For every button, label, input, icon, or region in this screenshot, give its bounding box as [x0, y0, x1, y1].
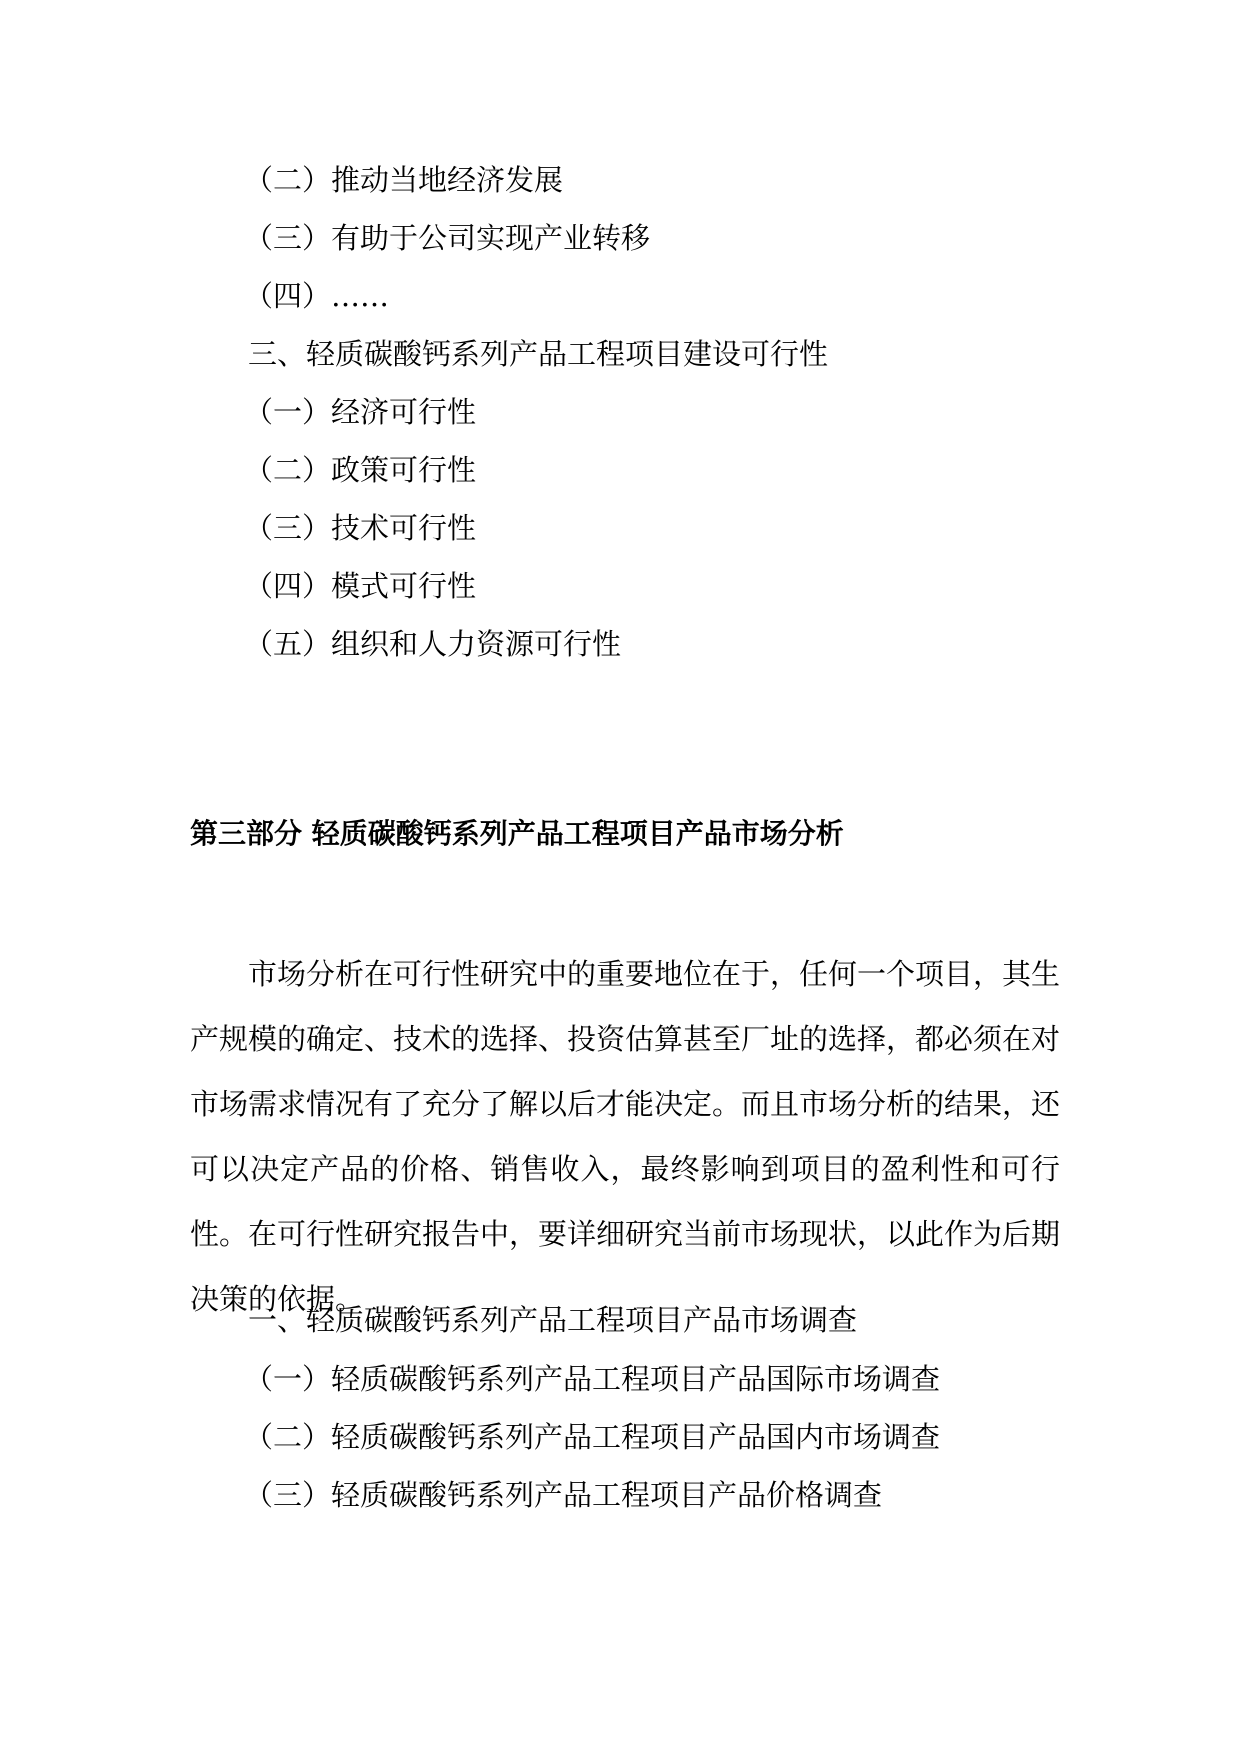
outline-item: （四）……: [244, 279, 390, 313]
part-heading: 第三部分 轻质碳酸钙系列产品工程项目产品市场分析: [190, 817, 844, 850]
paragraph-text: 市场分析在可行性研究中的重要地位在于，任何一个项目，其生产规模的确定、技术的选择、投资估算甚至厂址的选择，都必须在对市场需求情况有了充分了解以后才能决定。而且市场分析的结果，还可以决定产品的价格、销售收入，最终影响到项目的盈利性和可行性。在可行性研究报告中，要详细研究当前市场现状，以此作为后期决策的依据。: [190, 957, 1061, 1316]
outline-item: （三）轻质碳酸钙系列产品工程项目产品价格调查: [244, 1478, 883, 1512]
outline-item: （三）有助于公司实现产业转移: [244, 221, 651, 255]
outline-item: （四）模式可行性: [244, 569, 477, 603]
section-title: 一、轻质碳酸钙系列产品工程项目产品市场调查: [248, 1303, 858, 1337]
intro-paragraph: [190, 942, 1060, 1332]
outline-item: （三）技术可行性: [244, 511, 477, 545]
outline-item: （五）组织和人力资源可行性: [244, 627, 622, 661]
outline-item: （一）经济可行性: [244, 395, 477, 429]
outline-item: （二）推动当地经济发展: [244, 163, 564, 197]
outline-item: （一）轻质碳酸钙系列产品工程项目产品国际市场调查: [244, 1362, 941, 1396]
outline-item: （二）轻质碳酸钙系列产品工程项目产品国内市场调查: [244, 1420, 941, 1454]
section-title: 三、轻质碳酸钙系列产品工程项目建设可行性: [248, 337, 829, 371]
outline-item: （二）政策可行性: [244, 453, 477, 487]
